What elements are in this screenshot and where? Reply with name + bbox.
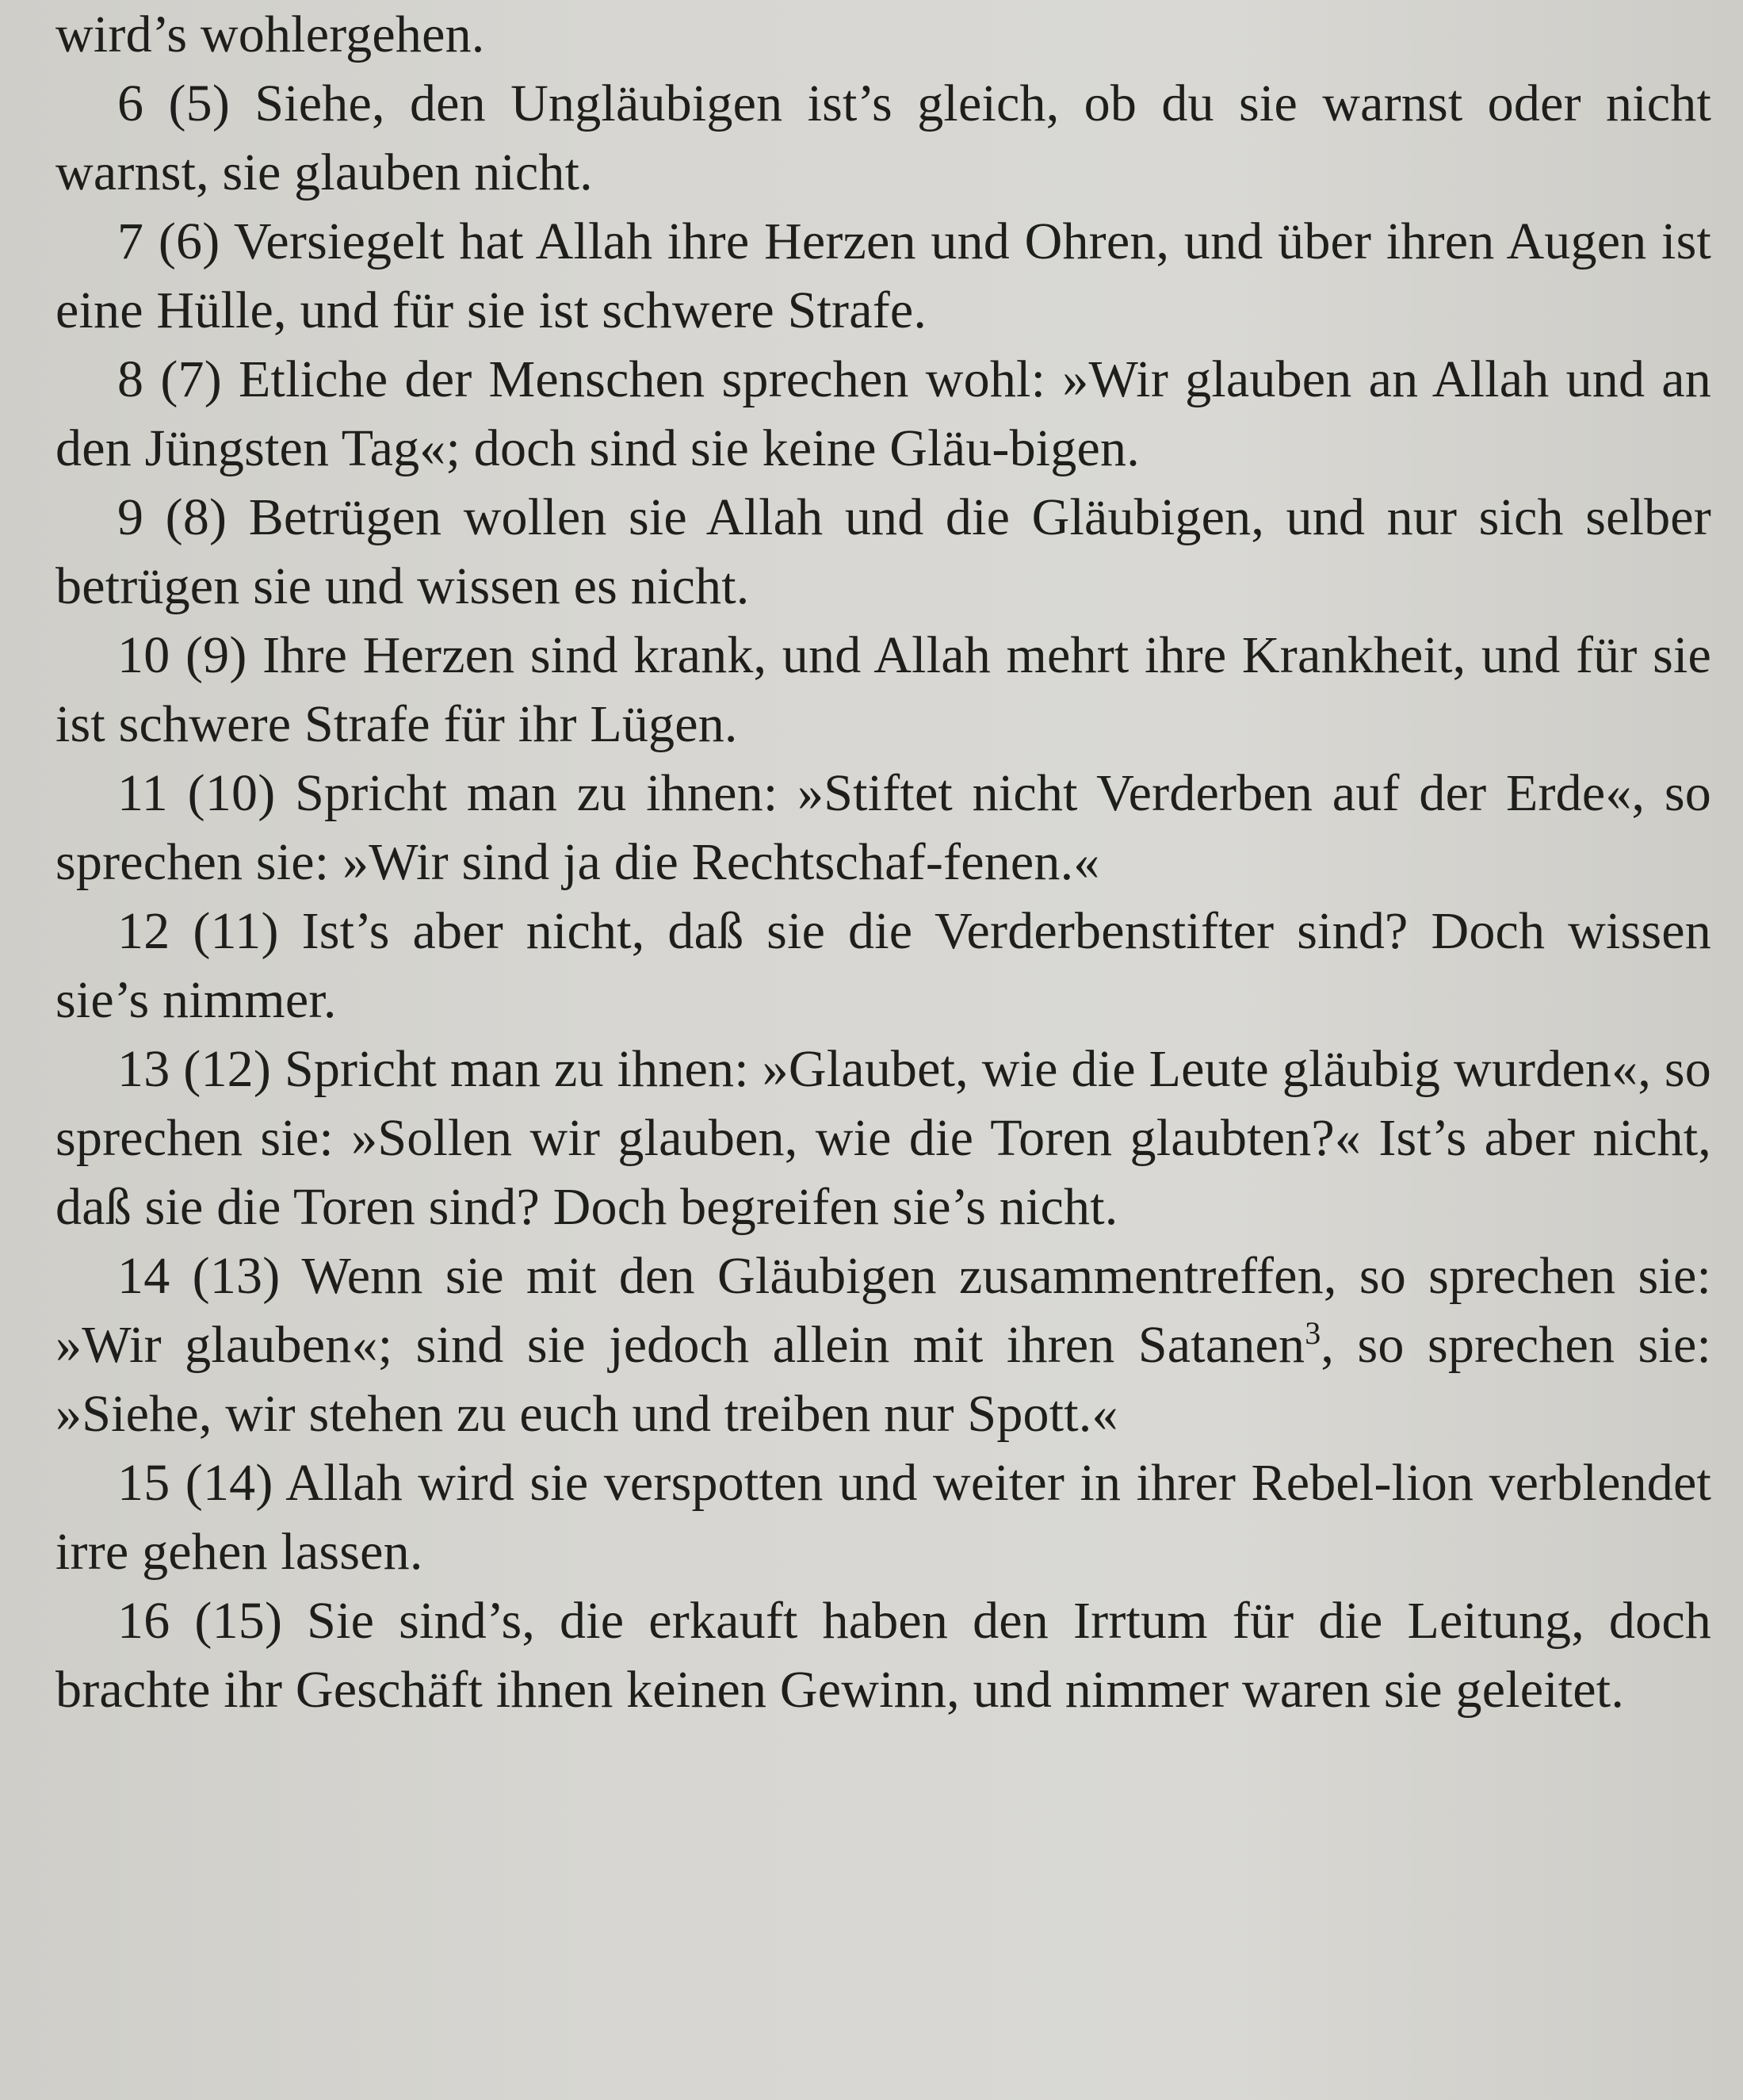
verse-8 <box>55 345 1711 483</box>
verse-alt-number: (6) <box>158 212 220 270</box>
verse-text: Allah wird sie verspotten und weiter in ihrer Rebel-lion verblendet irre gehen lassen. <box>55 1454 1712 1581</box>
verse-text: Ist’s aber nicht, daß sie die Verderbenstifter sind? Doch wissen sie’s nimmer. <box>55 902 1711 1029</box>
verse-text: Betrügen wollen sie Allah und die Gläubigen, und nur sich selber betrügen sie und wissen es nicht. <box>55 488 1711 615</box>
verse-number: 11 <box>117 764 168 822</box>
verse-10 <box>55 621 1711 759</box>
verse-alt-number: (15) <box>194 1592 283 1650</box>
verse-number: 16 <box>117 1592 170 1650</box>
verse-6 <box>55 69 1711 207</box>
verse-16 <box>55 1586 1711 1724</box>
verse-text: Sie sind’s, die erkauft haben den Irrtum für die Leitung, doch brachte ihr Geschäft ihnen keinen Gewinn, und nimmer waren sie geleitet. <box>55 1592 1712 1719</box>
verse-number: 12 <box>117 902 170 960</box>
verse-13 <box>55 1035 1711 1241</box>
verse-7 <box>55 207 1711 345</box>
verse-15 <box>55 1448 1711 1586</box>
verse-number: 6 <box>117 75 144 132</box>
verse-alt-number: (9) <box>185 626 247 684</box>
verse-text: Siehe, den Ungläubigen ist’s gleich, ob du sie warnst oder nicht warnst, sie glauben nicht. <box>55 75 1712 201</box>
verse-alt-number: (5) <box>168 75 231 132</box>
verse-alt-number: (11) <box>193 902 279 960</box>
verse-9 <box>55 483 1711 621</box>
verse-11 <box>55 759 1711 897</box>
verse-alt-number: (14) <box>185 1454 273 1512</box>
verse-alt-number: (12) <box>183 1040 272 1098</box>
verse-number: 10 <box>117 626 170 684</box>
paragraph-continuation <box>55 0 1711 69</box>
verse-text-continued: , so sprechen sie: »Siehe, wir stehen zu euch und treiben nur Spott.« <box>55 1316 1711 1443</box>
verse-text: Spricht man zu ihnen: »Stiftet nicht Verderben auf der Erde«, so sprechen sie: »Wir sind ja die Rechtschaf-fenen.« <box>55 764 1712 891</box>
verse-number: 7 <box>117 212 144 270</box>
verse-text: Ihre Herzen sind krank, und Allah mehrt ihre Krankheit, und für sie ist schwere Strafe für ihr Lügen. <box>55 626 1711 753</box>
verse-text: Spricht man zu ihnen: »Glaubet, wie die Leute gläubig wurden«, so sprechen sie: »Sollen wir glauben, wie die Toren glaubten?« Ist’s aber nicht, daß sie die Toren sind? Doch begreifen sie’s nicht. <box>55 1040 1711 1236</box>
verse-alt-number: (13) <box>192 1247 281 1305</box>
verse-text: Etliche der Menschen sprechen wohl: »Wir glauben an Allah und an den Jüngsten Tag«; doch sind sie keine Gläu-bigen. <box>55 350 1711 477</box>
verse-12 <box>55 897 1711 1035</box>
verse-number: 8 <box>117 350 144 408</box>
footnote-marker: 3 <box>1305 1315 1321 1351</box>
verse-text: Wenn sie mit den Gläubigen zusammentreffen, so sprechen sie: »Wir glauben«; sind sie jedoch allein mit ihren Satanen <box>55 1247 1711 1374</box>
paragraph-text: wird’s wohlergehen. <box>55 6 485 63</box>
verse-alt-number: (10) <box>187 764 276 822</box>
verse-number: 15 <box>117 1454 170 1512</box>
verse-alt-number: (8) <box>165 488 227 546</box>
verse-number: 14 <box>117 1247 170 1305</box>
verse-number: 9 <box>117 488 144 546</box>
verse-alt-number: (7) <box>160 350 222 408</box>
verse-text: Versiegelt hat Allah ihre Herzen und Ohren, und über ihren Augen ist eine Hülle, und für sie ist schwere Strafe. <box>55 212 1712 339</box>
verse-14 <box>55 1241 1711 1448</box>
verse-number: 13 <box>117 1040 170 1098</box>
page-text <box>55 0 1711 1724</box>
